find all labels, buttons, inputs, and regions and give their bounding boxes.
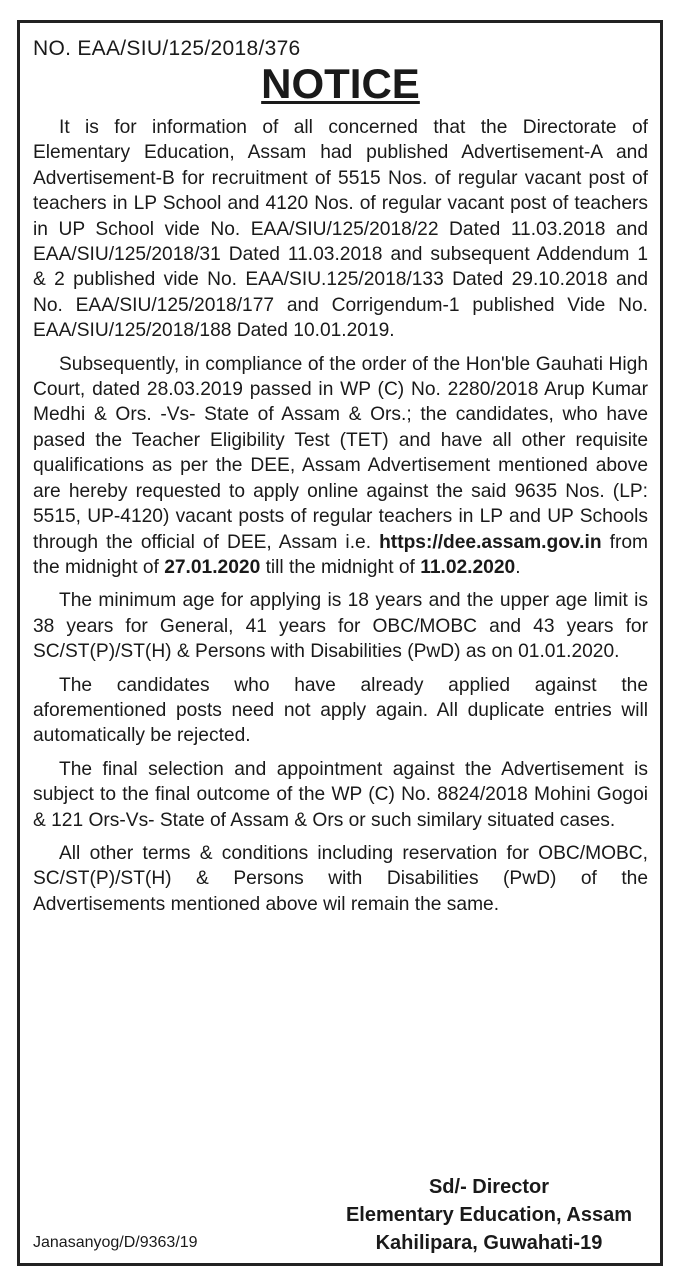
- paragraph-final-selection: The final selection and appointment against the Advertisement is subject to the final outcome of the WP (C) No. 8824/2018 Mohini Gogoi & 121 Ors-Vs- State of Assam & Ors or such similary situated cases.: [33, 758, 648, 831]
- paragraph-age-limit: The minimum age for applying is 18 years and the upper age limit is 38 years for General, 41 years for OBC/MOBC and 43 years for SC/ST(P)/ST(H) & Persons with Disabilities (PwD) as on 01.01.2020.: [33, 590, 648, 663]
- paragraph-advertisement-info: It is for information of all concerned that the Directorate of Elementary Education, Assam had published Advertisement-A and Advertisement-B for recruitment of 5515 Nos. of regular vacant post of teachers in LP School and 4120 Nos. of regular vacant post of teachers in UP School vide No. EAA/SIU/125/2018/22 Dated 11.03.2018 and EAA/SIU/125/2018/31 Dated 11.03.2018 and subsequent Addendum 1 & 2 published vide No. EAA/SIU.125/2018/133 Dated 29.10.2018 and No. EAA/SIU/125/2018/177 and Corrigendum-1 published Vide No. EAA/SIU/125/2018/188 Dated 10.01.2019.: [33, 117, 648, 342]
- notice-frame: [17, 20, 663, 1266]
- signature-block: [346, 1173, 632, 1257]
- paragraph-duplicate-entries: The candidates who have already applied against the aforementioned posts need not apply again. All duplicate entries will automatically be rejected.: [33, 674, 648, 747]
- end-date: 11.02.2020: [420, 556, 516, 578]
- notice-title: NOTICE: [261, 60, 420, 107]
- signature-line-1: Sd/- Director: [428, 1176, 549, 1198]
- janasanyog-number: Janasanyog/D/9363/19: [33, 1234, 198, 1251]
- paragraph-text: till the midnight of: [260, 556, 421, 578]
- paragraph-application-info: [33, 352, 648, 581]
- start-date: 27.01.2020: [164, 556, 261, 578]
- paragraph-terms-conditions: All other terms & conditions including reservation for OBC/MOBC, SC/ST(P)/ST(H) & Persons with Disabilities (PwD) of the Advertisements mentioned above wil remain the same.: [33, 842, 648, 915]
- signature-line-3: Kahilipara, Guwahati-19: [375, 1232, 603, 1254]
- paragraph-text: .: [515, 556, 521, 578]
- paragraph-text: Subsequently, in compliance of the order of the Hon'ble Gauhati High Court, dated 28.03.2019 passed in WP (C) No. 2280/2018 Arup Kumar Medhi & Ors. -Vs- State of Assam & Ors.; the candidates, who have pased the Teacher Eligibility Test (TET) and have all other requisite qualifications as per the DEE, Assam Advertisement mentioned above are hereby requested to apply online against the said 9635 Nos. (LP: 5515, UP-4120) vacant posts of regular teachers in LP and UP Schools through the official of DEE, Assam i.e.: [33, 353, 648, 553]
- reference-number: NO. EAA/SIU/125/2018/376: [33, 37, 301, 60]
- signature-line-2: Elementary Education, Assam: [345, 1204, 632, 1226]
- paragraph-text: from the midnight of: [33, 531, 648, 578]
- website-url: https://dee.assam.gov.in: [379, 531, 602, 553]
